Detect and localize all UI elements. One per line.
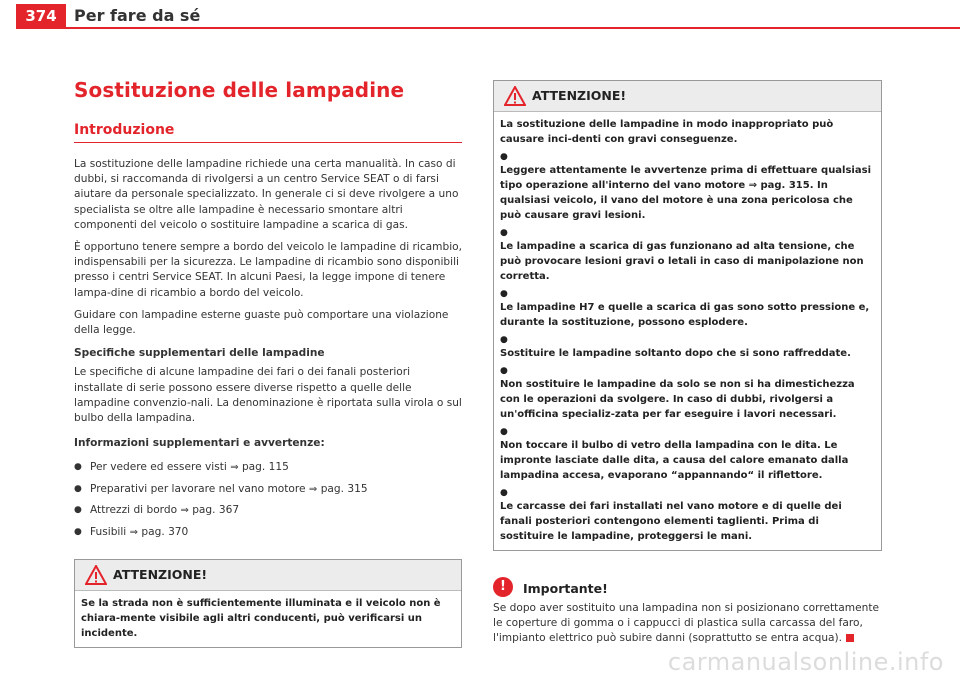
exclamation-icon: ! xyxy=(493,577,513,597)
page-title: Sostituzione delle lampadine xyxy=(74,78,405,102)
warning-item: ● Non toccare il bulbo di vetro della lampadina con le dita. Le impronte lasciate dalle dita, a causa del calore emanato dalla lampadina accesa, evaporano “appannando“ il riflettore. xyxy=(500,426,875,483)
warning-box-bulbs xyxy=(493,80,882,551)
bullet-icon: ● xyxy=(500,427,508,437)
list-item: ● Preparativi per lavorare nel vano motore ⇒ pag. 315 xyxy=(74,479,462,501)
bullet-icon: ● xyxy=(74,462,82,473)
list-item: ● Per vedere ed essere visti ⇒ pag. 115 xyxy=(74,457,462,479)
bullet-icon: ● xyxy=(500,366,508,376)
bullet-icon: ● xyxy=(500,488,508,498)
legal-paragraph: Guidare con lampadine esterne guaste può comportare una violazione della legge. xyxy=(74,308,449,337)
specs-subheading: Specifiche supplementari delle lampadine xyxy=(74,347,325,360)
warning-item: ● Le lampadine H7 e quelle a scarica di gas sono sotto pressione e, durante la sostituzione, possono esplodere. xyxy=(500,288,875,330)
warning-body xyxy=(494,112,881,550)
bullet-icon: ● xyxy=(74,505,82,516)
page-link[interactable]: pag. 115 xyxy=(241,461,289,474)
warning-header xyxy=(494,81,881,112)
warning-item: ● Leggere attentamente le avvertenze prima di effettuare qualsiasi tipo operazione all'interno del vano motore ⇒ pag. 315. In qualsiasi veicolo, il vano del motore è una zona pericolosa che può causare gravi lesioni. xyxy=(500,151,875,223)
list-item: ● Attrezzi di bordo ⇒ pag. 367 xyxy=(74,500,462,522)
spare-bulbs-paragraph: È opportuno tenere sempre a bordo del veicolo le lampadine di ricambio, indispensabili per la sicurezza. Le lampadine di ricambio sono disponibili presso i centri Service SEAT. In alcuni Paesi, la legge impone di tenere lampa-dine di ricambio a bordo del veicolo. xyxy=(74,241,463,299)
warning-item: ● Sostituire le lampadine soltanto dopo che si sono raffreddate. xyxy=(500,334,875,361)
arrow-icon: ⇒ xyxy=(308,483,318,495)
arrow-icon: ⇒ xyxy=(129,526,139,538)
page-link[interactable]: pag. 315 xyxy=(320,482,368,495)
warning-item: ● Le carcasse dei fari installati nel vano motore e di quelle dei fanali posteriori contengono elementi taglienti. Prima di sostituire le lampadine, proteggersi le mani. xyxy=(500,487,875,544)
bullet-icon: ● xyxy=(500,289,508,299)
important-header xyxy=(493,575,882,601)
bullet-icon: ● xyxy=(500,335,508,345)
warning-title: ATTENZIONE! xyxy=(113,567,208,583)
reference-list xyxy=(74,457,462,543)
info-subheading: Informazioni supplementari e avvertenze: xyxy=(74,437,325,450)
header-rule xyxy=(16,27,960,29)
page-header xyxy=(0,0,960,28)
bullet-icon: ● xyxy=(500,228,508,238)
important-title: Importante! xyxy=(523,581,608,596)
page-number: 374 xyxy=(16,4,66,28)
page-link[interactable]: pag. 370 xyxy=(141,525,189,538)
arrow-icon: ⇒ xyxy=(230,462,239,474)
warning-text: Se la strada non è sufficientemente illuminata e il veicolo non è chiara-mente visibile agli altri conducenti, può verificarsi un incidente. xyxy=(81,598,441,640)
bullet-icon: ● xyxy=(74,483,82,494)
intro-paragraph: La sostituzione delle lampadine richiede una certa manualità. In caso di dubbi, si raccomanda di rivolgersi a un centro Service SEAT o di farsi aiutare da personale specializzato. In generale ci si deve rivolgere a uno specialista se oltre alle lampadine è necessario smontare altri componenti del veicolo o sostituire lampadine a scarica di gas. xyxy=(74,158,459,231)
warning-triangle-icon xyxy=(85,565,107,585)
specs-paragraph: Le specifiche di alcune lampadine dei fari o dei fanali posteriori installate di serie possono essere diverse rispetto a quelle delle lampadine convenzio-nali. La denominazione è riportata sulla virola o sul bulbo della lampadina. xyxy=(74,366,462,425)
bullet-icon: ● xyxy=(500,152,508,162)
watermark: carmanualsonline.info xyxy=(667,648,944,676)
right-column xyxy=(493,80,882,647)
end-of-section-icon xyxy=(846,634,854,642)
warning-header xyxy=(75,560,461,591)
warning-triangle-icon xyxy=(504,86,526,106)
arrow-icon: ⇒ xyxy=(180,505,189,517)
warning-intro: La sostituzione delle lampadine in modo inappropriato può causare inci-denti con gravi conseguenze. xyxy=(500,119,834,145)
warning-title: ATTENZIONE! xyxy=(532,88,627,103)
bullet-icon: ● xyxy=(74,526,82,537)
running-title: Per fare da sé xyxy=(74,6,201,25)
page-link[interactable]: pag. 367 xyxy=(192,504,240,517)
important-text: Se dopo aver sostituito una lampadina non si posizionano correttamente le coperture di gomma o i cappucci di plastica sulla carcassa del faro, l'impianto elettrico può subire danni (soprattutto se entra acqua). xyxy=(493,602,879,645)
warning-box-visibility xyxy=(74,559,462,648)
section-heading: Introduzione xyxy=(74,122,462,143)
warning-item: ● Le lampadine a scarica di gas funzionano ad alta tensione, che può provocare lesioni gravi o letali in caso di manipolazione non corretta. xyxy=(500,227,875,284)
left-column xyxy=(74,78,462,648)
list-item: ● Fusibili ⇒ pag. 370 xyxy=(74,522,462,544)
warning-item: ● Non sostituire le lampadine da solo se non si ha dimestichezza con le operazioni da svolgere. In caso di dubbi, rivolgersi a un'officina specializ-zata per far eseguire i lavori necessari. xyxy=(500,365,875,422)
